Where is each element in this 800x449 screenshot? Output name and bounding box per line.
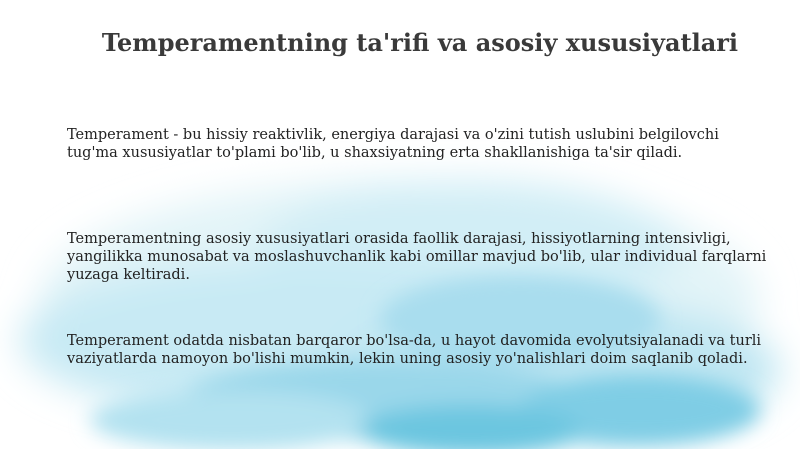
paragraph-main-features: Temperamentning asosiy xususiyatlari orasida faollik darajasi, hissiyotlarning intensivligi, yangilikka munosabat va moslashuvchanlik kabi omillar mavjud bo'lib, ular individual farqlarni yuzaga keltiradi. <box>67 231 767 283</box>
paragraph-stability: Temperament odatda nisbatan barqaror bo'lsa-da, u hayot davomida evolyutsiyalanadi va turli vaziyatlarda namoyon bo'lishi mumkin, lekin uning asosiy yo'nalishlari doim saqlanib qoladi. <box>67 333 762 367</box>
slide-title: Temperamentning ta'rifi va asosiy xususiyatlari <box>101 28 739 57</box>
paragraph-definition: Temperament - bu hissiy reaktivlik, energiya darajasi va o'zini tutish uslubini belgilovchi tug'ma xususiyatlar to'plami bo'lib, u shaxsiyatning erta shakllanishiga ta'sir qiladi. <box>67 127 719 161</box>
